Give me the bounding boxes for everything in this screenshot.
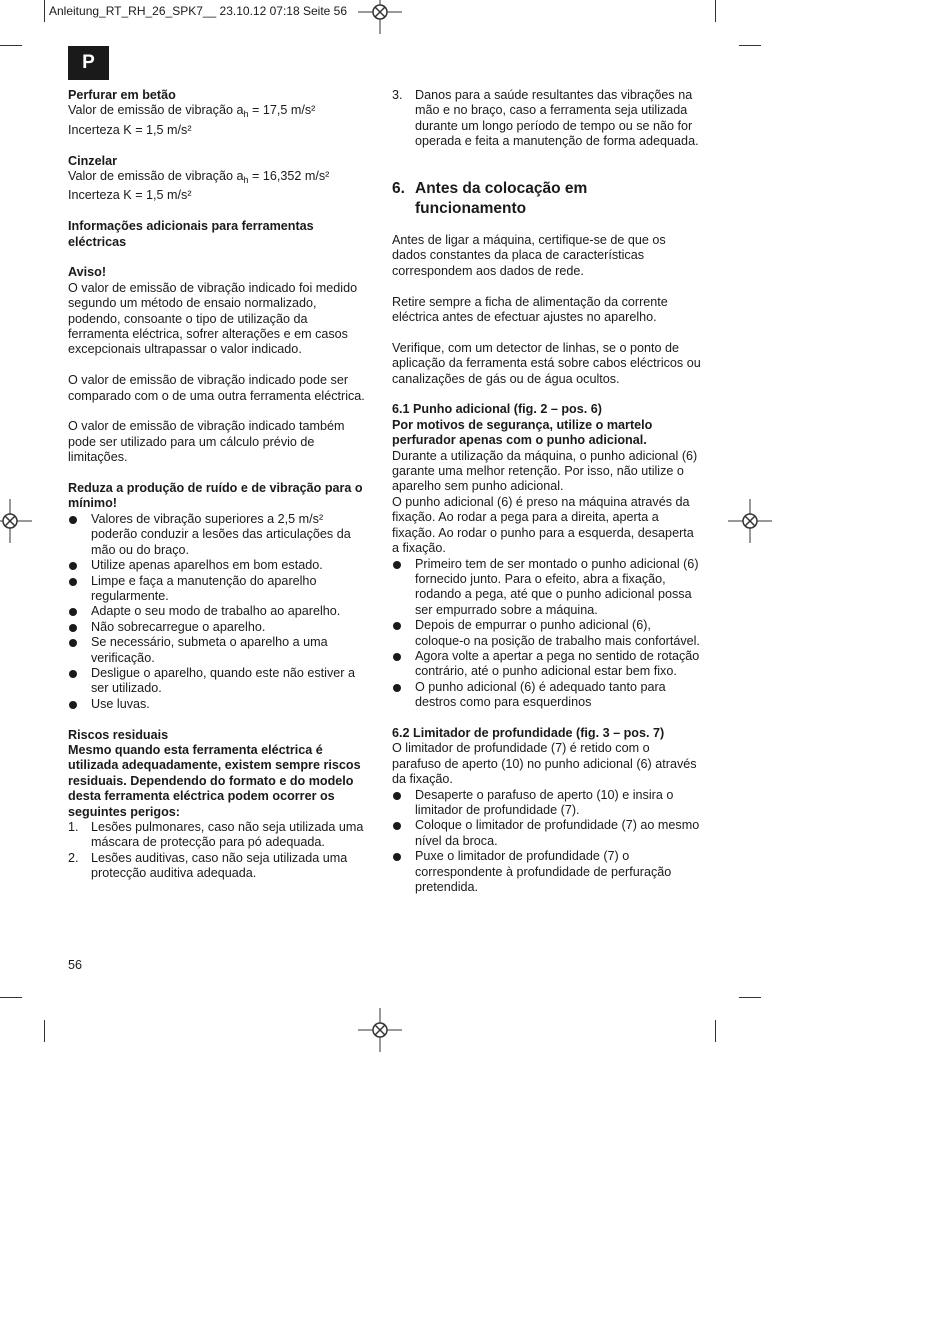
bullet-icon [69, 516, 77, 524]
crop-mark [715, 0, 716, 22]
drill-title: Perfurar em betão [68, 88, 176, 102]
list-item: Se necessário, submeta o aparelho a uma verificação. [68, 635, 368, 666]
print-header: Anleitung_RT_RH_26_SPK7__ 23.10.12 07:18 Seite 56 [49, 4, 348, 18]
paragraph: O punho adicional (6) é preso na máquina através da fixação. Ao rodar a pega para a direita, aperta a fixação. Ao rodar o punho para a esquerda, desaperta a fixação. [392, 494, 694, 556]
paragraph: Durante a utilização da máquina, o punho adicional (6) garante uma melhor retenção. Por isso, não utilize o aparelho sem punho adicional. [392, 448, 698, 494]
crop-mark [739, 997, 761, 998]
bullet-icon [69, 670, 77, 678]
list-item: Valores de vibração superiores a 2,5 m/s² poderão conduzir a lesões das articulações da mão ou do braço. [68, 512, 368, 558]
list-item: Não sobrecarregue o aparelho. [68, 620, 368, 635]
chisel-vibration: Valor de emissão de vibração $a_h = 16,352$ m/s² [68, 169, 330, 186]
list-item: Depois de empurrar o punho adicional (6), coloque-o na posição de trabalho mais confortável. [392, 618, 702, 649]
list-item: Adapte o seu modo de trabalho ao aparelho. [68, 604, 368, 619]
numbered-item: 3. Danos para a saúde resultantes das vibrações na mão e no braço, caso a ferramenta seja utilizada durante um longo período de tempo ou se não for operada e feita a manutenção de forma adequada. [392, 88, 699, 149]
chisel-title: Cinzelar [68, 153, 117, 168]
crop-mark [44, 0, 45, 22]
paragraph: Antes de ligar a máquina, certifique-se de que os dados constantes da placa de características correspondem aos dados de rede. [392, 233, 666, 278]
bullet-icon [393, 561, 401, 569]
section-title: 6. Antes da colocação em funcionamento [392, 180, 588, 218]
chisel-uncertainty: Incerteza K = 1,5 m/s² [68, 188, 192, 203]
risks-intro: Mesmo quando esta ferramenta eléctrica é utilizada adequadamente, existem sempre riscos residuais. Dependendo do formato e do modelo desta ferramenta eléctrica podem ocorrer os seguintes perigos: [68, 742, 361, 819]
bullet-icon [69, 701, 77, 709]
drill-vibration: Valor de emissão de vibração $a_h = 17,5$ m/s² [68, 103, 316, 120]
bullet-icon [393, 684, 401, 692]
bullet-icon [69, 624, 77, 632]
warning-paragraph: O valor de emissão de vibração indicado foi medido segundo um método de ensaio normalizado, podendo, consoante o tipo de utilização da ferramenta eléctrica, sofrer alterações e em casos excepcionais ultrapassar o valor indicado. [68, 280, 358, 357]
subsection-title: 6.1 Punho adicional (fig. 2 – pos. 6) [392, 402, 602, 417]
crop-mark [0, 997, 22, 998]
list-item: Primeiro tem de ser montado o punho adicional (6) fornecido junto. Para o efeito, abra a fixação, rodando a pega, até que o punho adicional possa ser empurrado sobre a máquina. [392, 557, 702, 619]
crop-mark [739, 45, 761, 46]
subsection-title: 6.2 Limitador de profundidade (fig. 3 – pos. 7) [392, 725, 665, 740]
info-title: Informações adicionais para ferramentas eléctricas [68, 219, 314, 249]
bullet-icon [393, 822, 401, 830]
paragraph: Verifique, com um detector de linhas, se o ponto de aplicação da ferramenta está sobre cabos eléctricos ou canalizações de gás ou de água ocultos. [392, 340, 701, 386]
right-column [392, 88, 702, 895]
bullet-icon [69, 608, 77, 616]
bullet-icon [393, 792, 401, 800]
bullet-icon [69, 578, 77, 586]
language-tab: P [68, 46, 109, 80]
warning-paragraph: O valor de emissão de vibração indicado pode ser comparado com o de uma outra ferramenta eléctrica. [68, 373, 365, 403]
paragraph: O limitador de profundidade (7) é retido com o parafuso de aperto (10) no punho adicional (6) através da fixação. [392, 741, 697, 787]
registration-mark [0, 499, 32, 543]
list-item: O punho adicional (6) é adequado tanto para destros como para esquerdinos [392, 680, 702, 711]
registration-mark [728, 499, 772, 543]
list-item: Coloque o limitador de profundidade (7) ao mesmo nível da broca. [392, 818, 702, 849]
registration-mark [358, 0, 402, 34]
risks-title: Riscos residuais [68, 727, 169, 742]
list-item: Desaperte o parafuso de aperto (10) e insira o limitador de profundidade (7). [392, 788, 702, 819]
safety-note: Por motivos de segurança, utilize o martelo perfurador apenas com o punho adicional. [392, 417, 653, 448]
page-number: 56 [68, 958, 83, 972]
crop-mark [0, 45, 22, 46]
crop-mark [715, 1020, 716, 1042]
list-item: Use luvas. [68, 697, 368, 712]
bullet-icon [393, 653, 401, 661]
left-column [68, 88, 368, 882]
registration-mark [358, 1008, 402, 1052]
warning-paragraph: O valor de emissão de vibração indicado também pode ser utilizado para um cálculo prévio de limitações. [68, 419, 345, 465]
list-item: Puxe o limitador de profundidade (7) o correspondente à profundidade de perfuração pretendida. [392, 849, 702, 895]
drill-uncertainty: Incerteza K = 1,5 m/s² [68, 122, 192, 137]
bullet-icon [393, 622, 401, 630]
reduce-title: Reduza a produção de ruído e de vibração para o mínimo! [68, 481, 363, 511]
list-item: Utilize apenas aparelhos em bom estado. [68, 558, 368, 573]
crop-mark [44, 1020, 45, 1042]
numbered-item: 1. Lesões pulmonares, caso não seja utilizada uma máscara de protecção para pó adequada. [68, 819, 364, 850]
bullet-icon [69, 639, 77, 647]
numbered-item: 2. Lesões auditivas, caso não seja utilizada uma protecção auditiva adequada. [68, 850, 348, 881]
list-item: Desligue o aparelho, quando este não estiver a ser utilizado. [68, 666, 368, 697]
paragraph: Retire sempre a ficha de alimentação da corrente eléctrica antes de efectuar ajustes no aparelho. [392, 294, 668, 325]
list-item: Agora volte a apertar a pega no sentido de rotação contrário, até o punho adicional estar bem fixo. [392, 649, 702, 680]
bullet-icon [69, 562, 77, 570]
list-item: Limpe e faça a manutenção do aparelho regularmente. [68, 574, 368, 605]
bullet-icon [393, 853, 401, 861]
warning-title: Aviso! [68, 265, 107, 280]
